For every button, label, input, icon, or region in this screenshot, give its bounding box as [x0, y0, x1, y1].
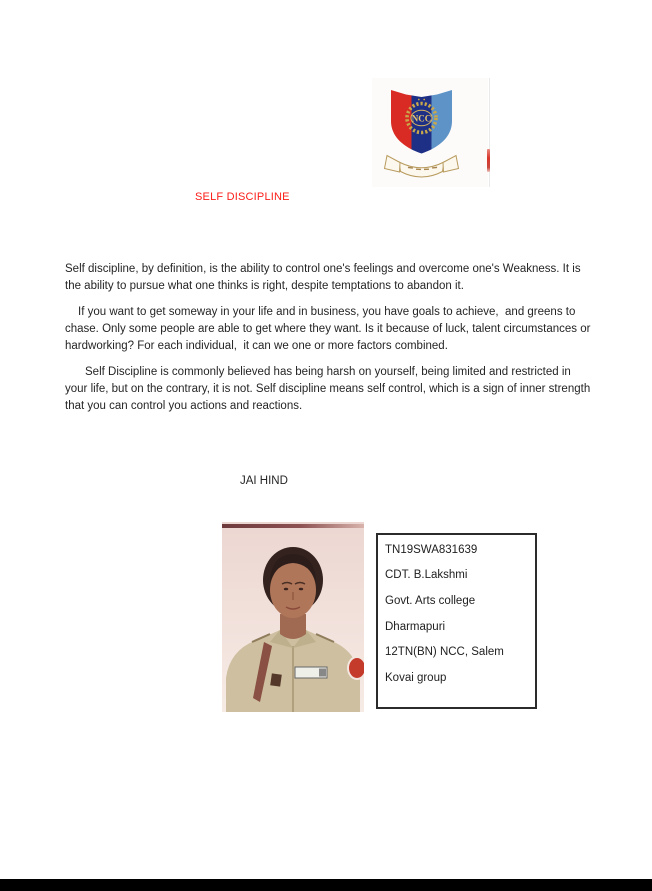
cadet-city: Dharmapuri: [385, 620, 446, 633]
cadet-photo: [222, 522, 364, 712]
shoulder-patch: [348, 657, 364, 679]
page-title: SELF DISCIPLINE: [195, 191, 290, 203]
ncc-emblem-icon: [372, 78, 488, 187]
paragraph-2: If you want to get someway in your life and in business, you have goals to achieve, and greens to chase. Only some people are able to get where they want. Is it because of luck, talent circumstances or hardworking? For each individual, it can we one or more factors combined.: [65, 306, 594, 352]
cadet-group: Kovai group: [385, 671, 447, 684]
cadet-name: CDT. B.Lakshmi: [385, 569, 468, 582]
cadet-details-box: [376, 533, 537, 709]
bottom-black-strip: [0, 879, 652, 891]
cadet-reg-number: TN19SWA831639: [385, 543, 478, 556]
paragraph-1: Self discipline, by definition, is the ability to control one's feelings and overcome one's Weakness. It is the ability to pursue what one thinks is right, despite temptations to abandon it.: [65, 263, 584, 292]
paragraph-3: Self Discipline is commonly believed has being harsh on yourself, being limited and restricted in your life, but on the contrary, it is not. Self discipline means self control, which is a sign of inner strength that you can control you actions and reactions.: [65, 366, 594, 412]
cadet-college: Govt. Arts college: [385, 594, 476, 607]
ncc-emblem-image: [372, 78, 488, 187]
photo-top-strip: [222, 524, 364, 528]
body-text: [65, 261, 595, 415]
cadet-photo-image: [222, 522, 364, 712]
red-crop-artifact: [487, 149, 490, 172]
ncc-emblem-text: NCC: [411, 113, 432, 124]
cadet-battalion: 12TN(BN) NCC, Salem: [385, 646, 504, 659]
salutation-text: JAI HIND: [240, 475, 288, 487]
